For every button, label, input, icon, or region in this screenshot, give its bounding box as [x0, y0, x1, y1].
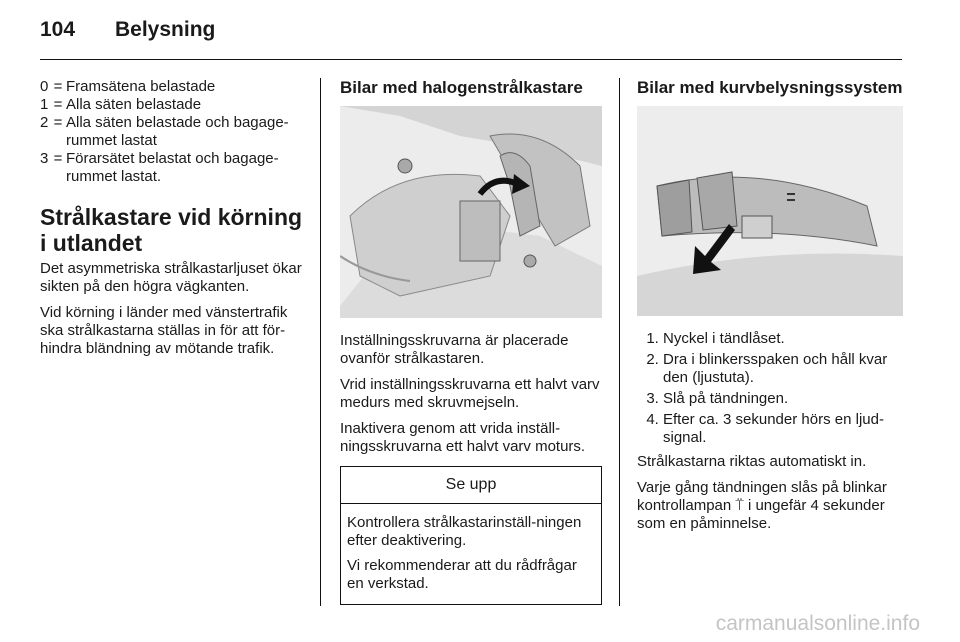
header-rule	[40, 59, 902, 60]
legend-sep: =	[53, 150, 63, 167]
legend-row	[40, 150, 306, 186]
paragraph: Inaktivera genom att vrida inställ-ningsskruvarna ett halvt varv moturs.	[340, 420, 586, 455]
headlamp-adjustment-illustration	[340, 106, 602, 318]
column-right	[637, 78, 903, 541]
paragraph: Det asymmetriska strålkastarljuset ökar sikten på den högra vägkanten.	[40, 260, 302, 295]
section-heading-cornering: Bilar med kurvbelysningssystem	[637, 78, 903, 97]
paragraph-text: Varje gång tändningen slås på blinkar kontrollampan	[637, 479, 887, 514]
legend-row	[40, 114, 306, 150]
column-divider-2	[619, 78, 620, 606]
legend-key: 2	[40, 114, 49, 131]
load-legend	[40, 78, 306, 186]
watermark: carmanualsonline.info	[715, 612, 920, 635]
list-item: 1. Nyckel i tändlåset.	[663, 330, 903, 348]
page-number: 104	[40, 18, 76, 41]
caution-body	[341, 504, 601, 604]
list-item: 4. Efter ca. 3 sekunder hörs en ljud-signal.	[663, 411, 903, 447]
page-header	[40, 18, 215, 42]
list-item: 2. Dra i blinkersspaken och håll kvar den (ljustuta).	[663, 351, 903, 387]
legend-text: Framsätena belastade	[66, 78, 216, 95]
legend-sep: =	[53, 78, 63, 95]
caution-box	[340, 466, 602, 605]
legend-row	[40, 96, 306, 114]
page-title: Belysning	[115, 18, 216, 41]
paragraph-text: i ungefär 4 sekunder som en påminnelse.	[637, 497, 885, 532]
paragraph	[637, 479, 903, 533]
column-divider-1	[320, 78, 321, 606]
column-left	[40, 78, 306, 366]
section-heading-abroad: Strålkastare vid körning i utlandet	[40, 204, 303, 256]
turn-signal-lever-illustration	[637, 106, 903, 316]
paragraph: Strålkastarna riktas automatiskt in.	[637, 453, 867, 470]
steps-list	[637, 330, 903, 447]
section-heading-halogen: Bilar med halogenstrålkastare	[340, 78, 583, 97]
legend-sep: =	[53, 96, 63, 113]
caution-text: Kontrollera strålkastarinställ-ningen efter deaktivering.	[347, 514, 582, 549]
legend-key: 3	[40, 150, 49, 167]
caution-title: Se upp	[341, 467, 601, 504]
legend-key: 1	[40, 96, 49, 113]
paragraph: Inställningsskruvarna är placerade ovanför strålkastaren.	[340, 332, 569, 367]
list-item: 3. Slå på tändningen.	[663, 390, 903, 408]
legend-key: 0	[40, 78, 49, 95]
legend-text: Alla säten belastade	[66, 96, 202, 113]
legend-text: Förarsätet belastat och bagage-rummet lastat.	[66, 150, 279, 185]
paragraph: Vid körning i länder med vänstertrafik ska strålkastarna ställas in för att för-hindra bländning av mötande trafik.	[40, 304, 288, 357]
legend-text: Alla säten belastade och bagage-rummet lastat	[66, 114, 289, 149]
legend-row	[40, 78, 306, 96]
legend-sep: =	[53, 114, 63, 131]
paragraph: Vrid inställningsskruvarna ett halvt varv medurs med skruvmejseln.	[340, 376, 600, 411]
caution-text: Vi rekommenderar att du rådfrågar en verkstad.	[347, 557, 577, 592]
headlight-warning-icon: ⍡	[735, 498, 744, 514]
column-middle	[340, 78, 602, 605]
